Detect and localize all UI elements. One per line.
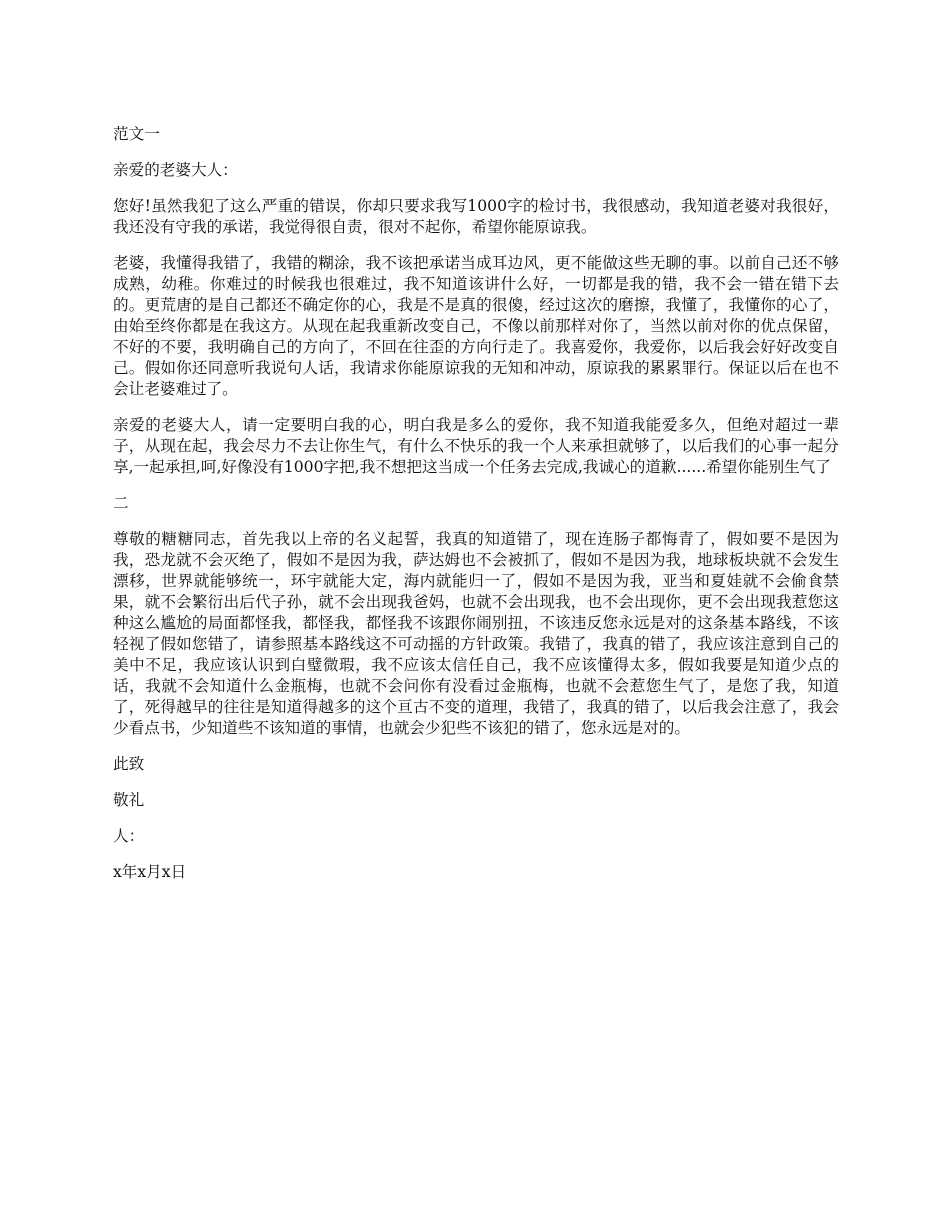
paragraph-3: 亲爱的老婆大人，请一定要明白我的心，明白我是多么的爱你，我不知道我能爱多久，但绝对超过一辈子，从现在起，我会尽力不去让你生气，有什么不快乐的我一个人来承担就够了，以后我们的心事一起分享,一起承担,呵,好像没有1000字把,我不想把这当成一个任务去完成,我诚心的道歉......希望你能别生气了	[113, 416, 839, 476]
signature-line: 人：	[113, 827, 145, 845]
document-body	[113, 124, 839, 898]
paragraph-2: 老婆，我懂得我错了，我错的糊涂，我不该把承诺当成耳边风，更不能做这些无聊的事。以前自己还不够成熟，幼稚。你难过的时候我也很难过，我不知道该讲什么好，一切都是我的错，我不会一错在错下去的。更荒唐的是自己都还不确定你的心，我是不是真的很傻，经过这次的磨擦，我懂了，我懂你的心了，由始至终你都是在我这方。从现在起我重新改变自己，不像以前那样对你了，当然以前对你的优点保留，不好的不要，我明确自己的方向了，不回在往歪的方向行走了。我喜爱你，我爱你，以后我会好好改变自己。假如你还同意听我说句人话，我请求你能原谅我的无知和冲动，原谅我的累累罪行。保证以后在也不会让老婆难过了。	[113, 254, 839, 398]
closing-line-1: 此致	[113, 755, 145, 773]
date-line: x年x月x日	[113, 863, 187, 881]
paragraph-1: 您好!虽然我犯了这么严重的错误，你却只要求我写1000字的检讨书，我很感动，我知道老婆对我很好，我还没有守我的承诺，我觉得很自责，很对不起你，希望你能原谅我。	[113, 197, 839, 236]
paragraph-4: 尊敬的糖糖同志，首先我以上帝的名义起誓，我真的知道错了，现在连肠子都悔青了，假如要不是因为我，恐龙就不会灭绝了，假如不是因为我，萨达姆也不会被抓了，假如不是因为我，地球板块就不会发生漂移，世界就能够统一，环宇就能大定，海内就能归一了，假如不是因为我，亚当和夏娃就不会偷食禁果，就不会繁衍出后代子孙，就不会出现我爸妈，也就不会出现我，也不会出现你，更不会出现我惹您这种这么尴尬的局面都怪我，都怪我，都怪我不该跟你闹别扭，不该违反您永远是对的这条基本路线，不该轻视了假如您错了，请参照基本路线这不可动摇的方针政策。我错了，我真的错了，我应该注意到自己的美中不足，我应该认识到白璧微瑕，我不应该太信任自己，我不应该懂得太多，假如我要是知道少点的话，我就不会知道什么金瓶梅，也就不会问你有没看过金瓶梅，也就不会惹您生气了，是您了我，知道了，死得越早的往往是知道得越多的这个亘古不变的道理，我错了，我真的错了，以后我会注意了，我会少看点书，少知道些不该知道的事情，也就会少犯些不该犯的错了，您永远是对的。	[113, 530, 839, 737]
greeting: 亲爱的老婆大人：	[113, 161, 238, 179]
document-heading: 范文一	[113, 125, 160, 143]
section-two-heading: 二	[113, 494, 129, 512]
closing-line-2: 敬礼	[113, 791, 145, 809]
